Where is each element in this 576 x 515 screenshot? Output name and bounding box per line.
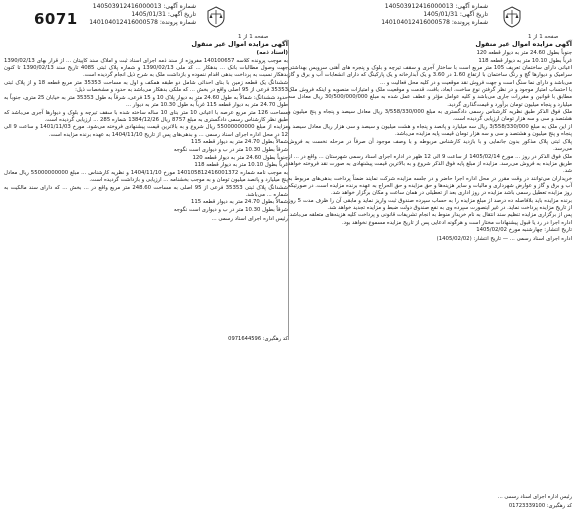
page-number: 6071 [34, 10, 78, 28]
notice-paragraph: به موجب پرونده کلاسه 140100657 مفروزه از سند ذمه اجرای اسناد ثبت و املاک سند کاپیتان ... از قرار بهای 1390/02/13 جهت وصول مطالبات بانک ... بدهکار ... کد ملی 1390/02/13 و شماره پلاک ثبتی 4085 تاریخ سند 1390/02/13 تا کنون بدهکار نسبت به پرداخت بدهی اقدام ننموده و بازداشت ملک به شرح ذیل انجام گردیده است. [4, 58, 289, 79]
notice-paragraph: جنوباً بطول 24.60 متر به دیوار قطعه 120 [192, 154, 288, 161]
notice-paragraph: ششدانگ یک قطعه زمین با بنای احداثی شامل دو طبقه همکف و اول به مساحت 35353 متر مربع قطعه 18 و از پلاک ثبتی 35353 فرعی از 95 اصلی واقع در بخش ... که ملکی بدهکار می‌باشد به حدود و مشخصات ذیل: [4, 79, 288, 94]
notice-paragraph: پلاک ثبتی پلاک مذکور بدون جانمایی و با بازدید کارشناس مربوطه و با وصف موجود آن صرفاً در مرحله نخست به فروش می‌رسد. [288, 138, 572, 153]
notice-paragraph: ششدانگ پلاک ثبتی 35353 فرعی از 95 اصلی به مساحت 248.60 متر مربع واقع در ... بخش ... که دارای سند مالکیت به شماره ... می‌باشد. [4, 184, 288, 198]
page-label-right: صفحه 1 از 1 [528, 34, 559, 40]
notice-paragraph: خریداران می‌توانند در وقت مقرر در محل اداره اجرا حاضر و در جلسه مزایده شرکت نمایند ضمناً پرداخت بدهی‌های مربوط به آب و برق و گاز و عوارض شهرداری و مالیات و سایر هزینه‌ها و حق مزایده و حق الحراج به عهده برنده مزایده است. در صورتیکه روز مزایده تعطیل رسمی باشد مزایده در روز اداری بعد از تعطیلی در همان ساعت و مکان برگزار خواهد شد. [288, 175, 572, 196]
notice-paragraph: ملک فوق الذکر طبق نظریه کارشناس رسمی دادگستری به مبلغ 3/558/330/000 ریال معادل سیصد و پنجاه و پنج میلیون و هشتصد و سی و سه هزار تومان ارزیابی گردیده است. [288, 109, 572, 123]
left-ids [89, 3, 196, 28]
right-footer-label: رئیس اداره اجرای اسناد رسمی ... [497, 494, 572, 500]
left-id-line: شماره آگهی: 140503912416000013 [92, 3, 196, 10]
page-label-left: صفحه 1 از 1 [238, 34, 269, 40]
notice-paragraph: ملک فوق الذکر در روز ... مورخ 1405/02/14 از ساعت 9 الی 12 ظهر در اداره اجرای اسناد رسمی شهرستان ... واقع در ... از طریق مزایده به فروش می‌رسد. مزایده از مبلغ پایه فوق الذکر شروع و به بالاترین قیمت پیشنهادی به صورت نقد فروخته خواهد شد. [288, 153, 572, 174]
left-id-line: شماره پرونده: 140104012416000578 [89, 19, 196, 27]
notice-signature: اداره اجرای اسناد رسمی ... — تاریخ انتشار: (1405/02/02) [436, 236, 572, 243]
right-notice [288, 40, 572, 510]
notice-paragraph: جنوباً بطول 24.60 متر به دیوار قطعه 120 [476, 50, 572, 56]
left-footer-code: کد رهگیری: 0971644596 [228, 336, 288, 342]
notice-paragraph: شرقاً بطول 10.30 متر در ب و دیواری است نگوجه [173, 146, 288, 153]
left-id-line: تاریخ آگهی: 1405/01/31 [131, 11, 196, 19]
notice-subtitle: (اسناد ذمه) [256, 50, 288, 56]
right-id-line: تاریخ آگهی: 1405/01/31 [423, 11, 488, 19]
notice-paragraph: پس از برگزاری مزایده تنظیم سند انتقال به نام خریدار منوط به انجام تشریفات قانونی و پرداخت کلیه هزینه‌های متعلقه می‌باشد. اداره اجرا در رد یا قبول پیشنهادات مختار است و هرگونه ادعایی پس از تاریخ مزایده مسموع نخواهد بود. [288, 212, 572, 226]
notice-paragraph: تاریخ انتشار: چهارشنبه مورخ 1405/02/02 [476, 227, 572, 234]
right-id-line: شماره پرونده: 140104012416000578 [381, 19, 488, 27]
notice-paragraph: حدود ششدانگ: شمالاً به طول 24.60 متر به دیوار پلاک 10 و 15 فرعی، شرقاً به طول 35353 متر به خیابان 25 متری، جنوباً به طول 24.70 متر به دیوار قطعه 115 غرباً به طول 10.30 متر به دیوار ... [4, 94, 288, 108]
notice-paragraph: شرقاً بطول 10.30 متر در ب و دیواری است نگوجه [173, 207, 288, 214]
notice-paragraph: مزایده از مبلغ 55000000000 ریال شروع و به بالاترین قیمت پیشنهادی فروخته می‌شود. مورخ 1401/11/03 و ساعت 9 الی 12 در محل اداره اجرای اسناد رسمی ... و بدهی‌های پس از تاریخ 1404/11/10 به عهده برنده مزایده است. [4, 124, 289, 138]
right-footer-code: کد رهگیری: 01723339100 [508, 503, 572, 509]
notice-signature: رئیس اداره اجرای اسناد رسمی ... [211, 216, 288, 223]
notice-paragraph: مساحت 126 متر مربع عرصه با اعیانی 10 متر بنای 10 ساله ساخته شده با سقف تیرچه و بلوک و دیوارها آجری می‌باشد که طبق نظر کارشناس رسمی دادگستری به مبلغ 8757 ریال 1384/12/26 شماره 285 ... ارزیابی گردیده است. [4, 109, 288, 123]
notice-paragraph: از این ملک به مبلغ 3/558/330/000 ریال سه میلیارد و پانصد و پنجاه و هشت میلیون و سیصد و سی هزار ریال معادل سیصد و پنجاه و پنج میلیون و هشتصد و سی و سه هزار تومان قیمت پایه مزایده می‌باشد. [288, 124, 572, 138]
notice-paragraph: اعیانی دارای ساختمان تعریف 105 متر مربع است با ساختار آجری و سقف تیرچه و بلوک و پنجره های آهنی سرویس بهداشتی سرامیک و دیوارها گچ و رنگ ساختمان با ارتفاع 1.60 در 3.60 و یک آبدارخانه و یک پارکینگ که دارای انشعابات آب و برق و گاز می‌باشد و دارای نما سنگ است و جهت فروش نقد موقعیت و در کلیه محل فعالیت و ... [288, 65, 573, 86]
judiciary-emblem-icon [502, 6, 522, 28]
notice-paragraph: غرباً بطول 10.10 متر به دیوار قطعه 118 [478, 57, 572, 64]
judiciary-emblem-icon [206, 6, 226, 28]
notice-paragraph: شمالاً بطول 24.70 متر به دیوار قطعه 115 [190, 139, 288, 146]
notice-paragraph: برنده مزایده باید بلافاصله ده درصد از مبلغ مزایده را به حساب سپرده صندوق ثبت واریز نماید و مابقی آن را ظرف مدت 5 روز از تاریخ مزایده پرداخت نماید. در غیر اینصورت سپرده وی به نفع صندوق دولت ضبط و مزایده تجدید خواهد شد. [288, 197, 572, 211]
right-ids [381, 3, 488, 28]
notice-paragraph: شمالاً بطول 24.70 متر به دیوار قطعه 115 [190, 199, 288, 206]
notice-paragraph: غرباً بطول 10.10 متر به دیوار قطعه 118 [194, 162, 288, 169]
notice-paragraph: به موجب نامه شماره 140105812416001372 مورخ 1404/11/10 و نظریه کارشناس ... مبلغ 55000000000 ریال معادل پنج میلیارد و پانصد میلیون تومان و به موجب بخشنامه ... ارزیابی و بازداشت گردیده است. [4, 169, 289, 183]
notice-title: آگهی مزایده اموال غیر منقول [475, 40, 572, 48]
right-id-line: شماره آگهی: 140503912416000013 [384, 3, 488, 10]
left-notice [4, 40, 288, 340]
notice-title: آگهی مزایده اموال غیر منقول [191, 40, 288, 48]
notice-paragraph: با احتساب امتیاز موجود و در نظر گرفتن نوع ساخت، ابعاد، بافت، قدمت و موقعیت ملک و امتیازات منصوبه و اینکه فروش ملک مطابق با قوانین و مقررات جاری می‌باشد و کلیه عوامل مؤثر و عطف عمل شده به مبلغ 30/500/000/000 ریال معادل سه میلیارد و پنجاه میلیون تومان برآورد و قیمت‌گذاری گردید. [288, 87, 572, 108]
